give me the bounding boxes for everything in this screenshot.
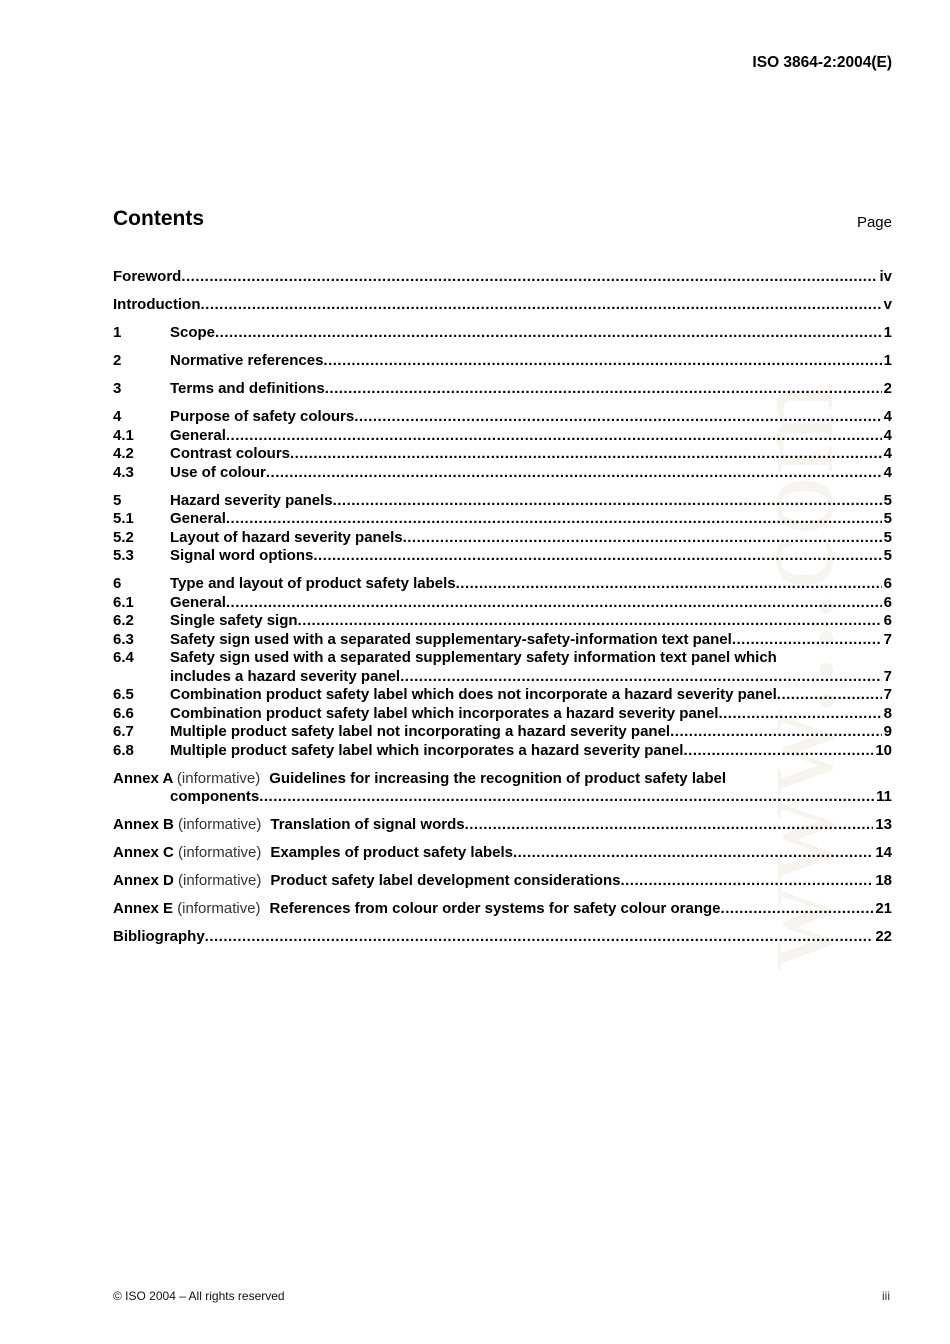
toc-entry-title: Purpose of safety colours [170, 408, 355, 425]
annex-type: (informative) [178, 872, 262, 889]
dot-leader [683, 742, 873, 761]
toc-entry-annex-a[interactable] [113, 770, 892, 789]
dot-leader [290, 445, 882, 464]
toc-entry-section-4[interactable] [113, 408, 892, 427]
toc-entry-title: Contrast colours [170, 445, 291, 462]
toc-entry-page: 6 [883, 593, 892, 611]
toc-entry-title-line2: includes a hazard severity panel [170, 667, 401, 685]
toc-entry-number: 3 [113, 380, 122, 397]
toc-entry-section-4-1[interactable] [113, 427, 892, 446]
toc-entry-title: General [170, 426, 226, 444]
dot-leader [226, 510, 882, 529]
toc-entry-title: Bibliography [113, 928, 205, 945]
annex-label [113, 816, 261, 835]
toc-entry-number: 6.7 [113, 723, 134, 740]
toc-entry-page: 1 [883, 352, 892, 369]
toc-entry-foreword[interactable] [113, 268, 892, 287]
toc-entry-page: 7 [883, 630, 892, 648]
annex-label [113, 844, 261, 863]
toc-entry-number: 1 [113, 324, 122, 341]
toc-entry-section-6-4-continued[interactable] [113, 668, 892, 687]
dot-leader [721, 900, 874, 919]
toc-entry-number: 4.3 [113, 463, 134, 481]
toc-entry-bibliography[interactable] [113, 928, 892, 947]
toc-entry-page: 6 [883, 575, 892, 592]
dot-leader [298, 612, 882, 631]
dot-leader [732, 631, 882, 650]
annex-letter: Annex D [113, 872, 174, 889]
dot-leader [465, 816, 874, 835]
annex-label [113, 770, 260, 789]
dot-leader [620, 872, 873, 891]
toc-entry-page: 5 [883, 491, 892, 509]
dot-leader [400, 668, 882, 687]
page-title: Contents [113, 207, 204, 230]
dot-leader [226, 427, 882, 446]
toc-entry-page: 4 [883, 426, 892, 444]
toc-entry-title: Safety sign used with a separated supplementary-safety-information text panel [170, 630, 732, 648]
toc-entry-title: Introduction [113, 296, 201, 313]
toc-entry-title-line2: components [170, 788, 260, 805]
page-column-label: Page [856, 214, 892, 231]
toc-entry-page: 7 [883, 686, 892, 703]
toc-entry-annex-e[interactable] [113, 900, 892, 919]
toc-entry-number: 5.3 [113, 547, 134, 564]
toc-entry-section-4-3[interactable] [113, 464, 892, 483]
toc-entry-title: Layout of hazard severity panels [170, 528, 403, 546]
copyright-notice: © ISO 2004 – All rights reserved [113, 1289, 285, 1303]
page-number: iii [882, 1289, 890, 1303]
toc-entry-title: Examples of product safety labels [270, 844, 513, 861]
toc-entry-page: 5 [883, 510, 892, 527]
toc-entry-number: 2 [113, 352, 122, 369]
toc-entry-section-2[interactable] [113, 352, 892, 371]
toc-entry-title: Product safety label development considerations [270, 872, 621, 889]
toc-entry-number: 6.6 [113, 704, 134, 722]
dot-leader [313, 547, 881, 566]
toc-entry-number: 5 [113, 491, 122, 509]
toc-entry-page: iv [879, 268, 892, 285]
toc-entry-section-6-1[interactable] [113, 594, 892, 613]
toc-entry-number: 6.4 [113, 649, 134, 666]
toc-entry-title: Hazard severity panels [170, 491, 333, 509]
toc-entry-title: Terms and definitions [170, 380, 325, 397]
toc-entry-title-line1: Safety sign used with a separated supplementary safety information text panel which [170, 649, 777, 666]
dot-leader [777, 686, 882, 705]
toc-entry-page: 22 [875, 928, 892, 945]
dot-leader [333, 492, 882, 511]
toc-entry-section-6[interactable] [113, 575, 892, 594]
toc-entry-number: 6.8 [113, 741, 134, 759]
annex-letter: Annex C [113, 844, 174, 861]
dot-leader [200, 296, 881, 315]
toc-entry-section-6-6[interactable] [113, 705, 892, 724]
dot-leader [354, 408, 881, 427]
toc-entry-page: 1 [883, 324, 892, 341]
toc-entry-page: v [883, 296, 892, 313]
toc-entry-number: 4.1 [113, 426, 134, 444]
watermark-text: www....com [727, 380, 858, 970]
toc-entry-page: 4 [883, 463, 892, 481]
toc-entry-page: 5 [883, 547, 892, 564]
toc-entry-page: 9 [883, 723, 892, 740]
toc-entry-title: Translation of signal words [270, 816, 465, 833]
toc-entry-section-6-2[interactable] [113, 612, 892, 631]
toc-entry-title: Scope [170, 324, 216, 341]
toc-entry-section-1[interactable] [113, 324, 892, 343]
toc-entry-title: Combination product safety label which incorporates a hazard severity panel [170, 704, 719, 722]
toc-entry-annex-b[interactable] [113, 816, 892, 835]
toc-entry-number: 6.5 [113, 686, 134, 703]
toc-entry-page: 8 [883, 704, 892, 722]
toc-entry-section-6-8[interactable] [113, 742, 892, 761]
toc-entry-number: 5.1 [113, 510, 134, 527]
toc-entry-page: 2 [883, 380, 892, 397]
table-of-contents [113, 268, 892, 947]
toc-entry-page: 5 [883, 528, 892, 546]
dot-leader [181, 268, 877, 287]
toc-entry-title: Type and layout of product safety labels [170, 575, 456, 592]
toc-entry-title: Multiple product safety label which incorporates a hazard severity panel [170, 741, 684, 759]
toc-entry-title: General [170, 510, 226, 527]
annex-label [113, 872, 261, 891]
toc-entry-title: Normative references [170, 352, 324, 369]
toc-entry-annex-c[interactable] [113, 844, 892, 863]
toc-entry-section-5[interactable] [113, 492, 892, 511]
toc-entry-number: 4.2 [113, 445, 134, 462]
annex-letter: Annex B [113, 816, 174, 833]
toc-entry-title: Use of colour [170, 463, 266, 481]
annex-letter: Annex A [113, 769, 173, 787]
toc-entry-section-5-1[interactable] [113, 510, 892, 529]
toc-entry-number: 4 [113, 408, 122, 425]
toc-entry-title: References from colour order systems for safety colour orange [269, 900, 721, 917]
toc-entry-page: 18 [875, 872, 892, 889]
toc-entry-section-6-4[interactable] [113, 649, 892, 668]
dot-leader [205, 928, 874, 947]
annex-label [113, 900, 261, 919]
toc-entry-annex-d[interactable] [113, 872, 892, 891]
dot-leader [215, 324, 882, 343]
toc-entry-number: 6.3 [113, 630, 134, 648]
toc-entry-page: 6 [883, 612, 892, 629]
toc-entry-title: Signal word options [170, 547, 314, 564]
annex-type: (informative) [178, 816, 262, 833]
toc-entry-title: Combination product safety label which does not incorporate a hazard severity panel [170, 686, 777, 703]
toc-entry-section-6-3[interactable] [113, 631, 892, 650]
dot-leader [456, 575, 882, 594]
toc-entry-section-4-2[interactable] [113, 445, 892, 464]
toc-entry-number: 6.2 [113, 612, 134, 629]
dot-leader [259, 788, 874, 807]
toc-entry-page: 4 [883, 445, 892, 462]
toc-entry-section-5-2[interactable] [113, 529, 892, 548]
toc-entry-section-5-3[interactable] [113, 547, 892, 566]
toc-entry-page: 13 [875, 816, 892, 833]
toc-entry-title: General [170, 593, 226, 611]
toc-entry-number: 6.1 [113, 593, 134, 611]
annex-type: (informative) [177, 900, 261, 917]
dot-leader [513, 844, 873, 863]
toc-entry-number: 6 [113, 575, 122, 592]
toc-entry-annex-a-continued[interactable] [113, 788, 892, 807]
annex-type: (informative) [178, 844, 262, 861]
dot-leader [670, 723, 882, 742]
toc-entry-page: 21 [875, 900, 892, 917]
toc-entry-page: 4 [883, 408, 892, 425]
toc-entry-page: 11 [876, 788, 892, 805]
toc-entry-page: 14 [875, 844, 892, 861]
dot-leader [718, 705, 881, 724]
toc-entry-title: Single safety sign [170, 612, 298, 629]
annex-type: (informative) [176, 769, 261, 787]
dot-leader [403, 529, 882, 548]
toc-entry-section-3[interactable] [113, 380, 892, 399]
toc-entry-title: Foreword [113, 268, 182, 285]
toc-entry-introduction[interactable] [113, 296, 892, 315]
toc-entry-section-6-7[interactable] [113, 723, 892, 742]
toc-entry-page: 10 [875, 741, 892, 759]
toc-entry-section-6-5[interactable] [113, 686, 892, 705]
document-id: ISO 3864-2:2004(E) [752, 54, 892, 71]
toc-entry-title-line1: Guidelines for increasing the recognition of product safety label [269, 769, 727, 787]
dot-leader [325, 380, 882, 399]
dot-leader [323, 352, 881, 371]
dot-leader [266, 464, 882, 483]
toc-entry-number: 5.2 [113, 528, 134, 546]
annex-letter: Annex E [113, 900, 174, 917]
dot-leader [226, 594, 882, 613]
toc-entry-page: 7 [883, 667, 892, 685]
toc-entry-title: Multiple product safety label not incorporating a hazard severity panel [170, 723, 671, 740]
